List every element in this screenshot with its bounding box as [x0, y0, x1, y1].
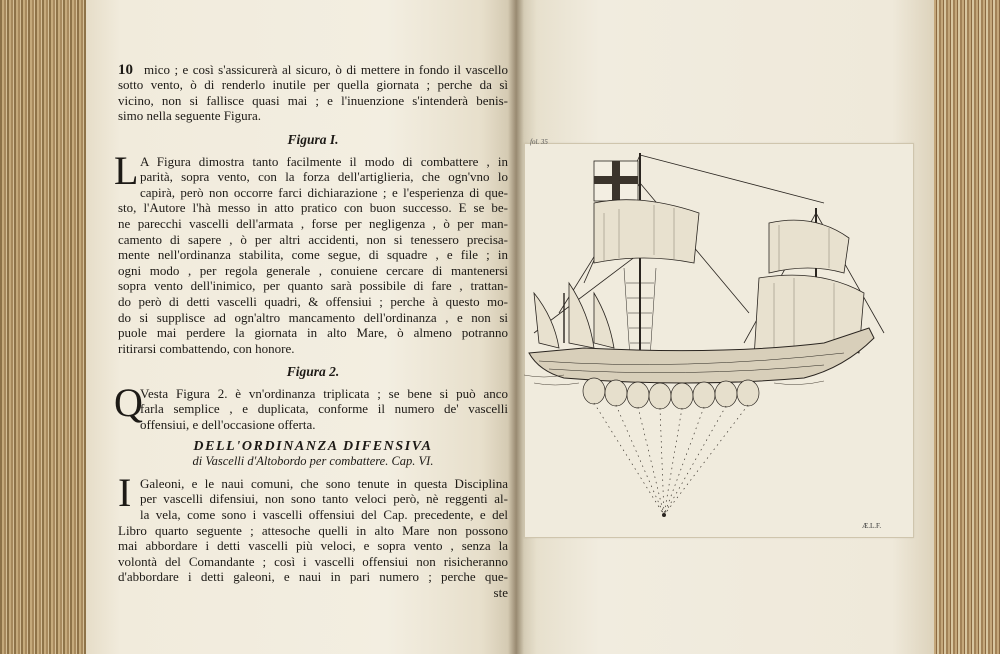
- text-line: farla semplice , e duplicata, conforme il numero de' vascelli: [140, 401, 508, 417]
- text-line: ne parecchi vascelli dell'armata , forse per negligenza , ò per man-: [118, 215, 508, 231]
- chapter-subtitle: di Vascelli d'Altobordo per combattere. Cap. VI.: [192, 454, 434, 469]
- text-line: sotto vento, ò di renderlo inutile per quella giornata ; perche da sì: [118, 77, 508, 93]
- chapter-title: DELL'ORDINANZA DIFENSIVA: [193, 438, 433, 454]
- sails: [534, 200, 864, 358]
- engraver-signature: Æ.L.F.: [862, 522, 882, 530]
- text-line: A Figura dimostra tanto facilmente il modo di combattere , in: [140, 153, 508, 169]
- figura-1-paragraph: [114, 147, 508, 357]
- text-line: la vela, come sono i vascelli offensiui del Cap. precedente, e del: [140, 507, 508, 523]
- mizzen-topsail: [769, 220, 849, 273]
- figura-2-heading: Figura 2.: [286, 364, 340, 380]
- text-line: ogni modo , per regola generale , conuiene cercare di mantenersi: [118, 262, 508, 278]
- text-line: Galeoni, e le naui comuni, che sono tenute in questa Disciplina: [140, 475, 508, 491]
- text-line: ritirarsi combattendo, con honore.: [118, 340, 295, 356]
- text-line: puole mai perdere la giornata in alto Mare, ò almeno potranno: [118, 325, 508, 341]
- foresail-2: [594, 293, 614, 348]
- left-page-text: [114, 61, 508, 601]
- page-number: 10: [118, 62, 133, 78]
- text-line: sopra vento dell'inimico, per quanto sarà possibile di fare , trattan-: [118, 278, 508, 294]
- text-line: d'abbordare i detti galeoni, e naui in pari numero ; perche que-: [118, 569, 508, 585]
- shot-trajectories: [594, 403, 748, 515]
- figura-1-dropcap: L: [114, 147, 139, 193]
- text-line: mico ; e così s'assicurerà al sicuro, ò di mettere in fondo il vascello: [144, 61, 508, 77]
- spritsail: [534, 293, 559, 348]
- left-fore-edge: [0, 0, 92, 654]
- text-line: camento di sapere , ò per altri accidenti, non si tenessero precisa-: [118, 231, 508, 247]
- text-line: per vascelli difensiui, non sono tanto veloci però, nè reggenti al-: [140, 491, 508, 507]
- text-line: capirà, però non occorre farci dichiarazione ; e l'esperienza di que-: [140, 184, 508, 200]
- rigging-line: [640, 155, 824, 203]
- catchword: ste: [493, 585, 508, 600]
- plate-number: fol. 35: [530, 138, 548, 146]
- text-line: Vesta Figura 2. è vn'ordinanza triplicata ; se bene si può anco: [140, 385, 508, 401]
- book-gutter: [508, 0, 524, 654]
- text-line: do si supplisce ad ogn'altro mancamento dell'ordinanza , e non si: [118, 309, 508, 325]
- flag: [594, 161, 638, 201]
- figura-2-paragraph: [114, 379, 508, 433]
- chapter-dropcap: I: [118, 469, 132, 515]
- main-topsail: [594, 200, 699, 263]
- foresail: [569, 283, 594, 348]
- text-line: volontà del Comandante ; così i vascelli offensiui non risicheranno: [118, 553, 508, 569]
- right-fore-edge: [930, 0, 1000, 654]
- galleon-engraving: [524, 143, 912, 536]
- text-line: sto, l'Autore l'hà messo in atto pratico con buon successo. E se be-: [118, 200, 508, 216]
- text-line: parità, sopra vento, con la forza dell'artiglieria, che ogn'vno lo: [140, 169, 508, 185]
- text-line: Libro quarto seguente ; attesoche quelli in alto Mare non possono: [118, 522, 508, 538]
- figura-2-dropcap: Q: [114, 379, 143, 425]
- figura-1-heading: Figura I.: [287, 131, 339, 147]
- chapter-paragraph: [118, 469, 508, 585]
- text-line: mente nell'ordinanza stabilita, come segue, di squadre , e file ; in: [118, 247, 508, 263]
- intro-paragraph: [118, 62, 508, 124]
- text-line: simo nella seguente Figura.: [118, 108, 261, 124]
- text-line: vicino, non si fallisce quasi mai ; e l'inuenzione s'intenderà benis-: [118, 92, 508, 108]
- text-line: mai abbordare i detti vascelli più veloci, e sopra vento , senza la: [118, 538, 508, 554]
- text-line: do però di detti vascelli quadri, & offensiui ; perche à questo mo-: [118, 293, 508, 309]
- target-point: [662, 513, 666, 517]
- text-line: offensiui, e dell'occasione offerta.: [140, 417, 316, 433]
